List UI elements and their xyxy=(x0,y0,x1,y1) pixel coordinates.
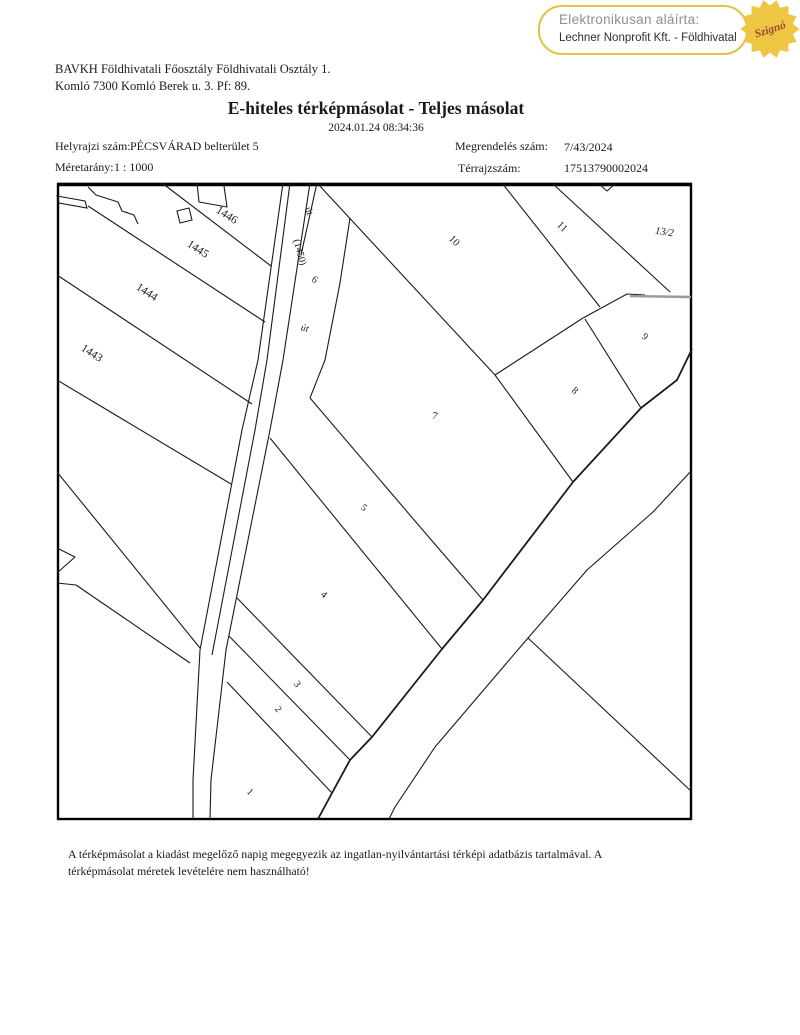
parcel-boundary-line xyxy=(495,375,573,482)
map-sheet-number-label: Térrajzszám: xyxy=(458,161,521,175)
letterhead-office: BAVKH Földhivatali Főosztály Földhivatali Osztály 1. xyxy=(55,62,331,76)
page-title: E-hiteles térképmásolat - Teljes másolat xyxy=(227,98,525,118)
order-number-value: 7/43/2024 xyxy=(564,140,613,154)
parcel-boundary-line xyxy=(310,218,350,398)
parcel-label: (1450) xyxy=(290,238,309,267)
parcel-boundary-line xyxy=(57,380,231,484)
parcel-boundary-line xyxy=(57,472,200,648)
seal-script-text: Szignó xyxy=(753,19,788,41)
parcel-boundary-line xyxy=(88,187,138,224)
parcel-label: 8 xyxy=(569,385,581,397)
letterhead-address: Komló 7300 Komló Berek u. 3. Pf: 89. xyxy=(55,78,251,93)
parcel-label: 11 xyxy=(554,219,570,235)
scale-label: Méretarány: xyxy=(55,160,114,174)
parcel-label: 1446 xyxy=(213,204,240,227)
parcel-label: 1 xyxy=(244,786,256,798)
disclaimer-text: A térképmásolat a kiadást megelőző napig megegyezik az ingatlan-nyilvántartási térképi adatbázis tartalmával. A térképmásolat méretek levételére nem használható! xyxy=(68,847,602,878)
parcel-boundary-line xyxy=(495,318,583,375)
parcel-label: 5 xyxy=(358,502,370,514)
parcel-label: 1443 xyxy=(78,342,105,365)
parcel-number-label: Helyrajzi szám: xyxy=(55,139,131,153)
parcel-boundary-line xyxy=(162,183,271,266)
parcel-boundary-line xyxy=(210,183,310,819)
issue-timestamp: 2024.01.24 08:34:36 xyxy=(328,122,424,134)
parcel-label: út xyxy=(299,322,310,335)
parcel-label: 6 xyxy=(309,274,320,286)
parcel-boundary-line xyxy=(318,184,495,375)
parcel-boundary-line xyxy=(585,319,641,408)
parcel-number-value: PÉCSVÁRAD belterület 5 xyxy=(130,139,259,153)
order-number-label: Megrendelés szám: xyxy=(455,139,548,153)
building-outline xyxy=(177,208,192,223)
parcel-boundary-line xyxy=(197,183,227,207)
parcel-boundary-line xyxy=(227,682,332,793)
parcel-boundary-line xyxy=(270,438,442,649)
map-sheet-number-value: 17513790002024 xyxy=(564,161,648,175)
parcel-boundary-line xyxy=(229,636,350,760)
parcel-label: 2 xyxy=(272,703,284,715)
parcel-boundary-line xyxy=(528,638,692,792)
parcel-label: 10 xyxy=(446,233,462,249)
parcel-label: út xyxy=(301,205,315,217)
parcel-boundary-line xyxy=(193,183,283,819)
parcel-label: 9 xyxy=(639,331,651,343)
parcel-boundary-line xyxy=(57,583,190,663)
map-border xyxy=(58,184,691,819)
parcel-boundary-line xyxy=(389,470,692,819)
parcel-boundary-line xyxy=(318,349,692,819)
signature-badge-signer: Lechner Nonprofit Kft. - Földhivatal xyxy=(559,32,737,44)
parcel-boundary-line xyxy=(552,183,670,292)
parcel-label: 1444 xyxy=(133,281,160,304)
parcel-label: 1445 xyxy=(184,238,211,261)
parcel-boundary-line xyxy=(502,183,600,307)
parcel-label: 4 xyxy=(318,589,330,601)
parcel-boundary-line xyxy=(88,206,265,322)
parcel-boundary-line xyxy=(310,398,483,600)
parcel-label: 7 xyxy=(430,410,439,423)
parcel-label: 13/2 xyxy=(654,225,675,240)
parcel-boundary-line xyxy=(57,548,75,573)
scale-value: 1 : 1000 xyxy=(114,160,154,174)
signature-badge-title: Elektronikusan aláírta: xyxy=(559,12,700,27)
building-outline xyxy=(57,196,87,208)
parcel-boundary-line xyxy=(237,598,372,737)
parcel-boundary-line xyxy=(212,183,290,655)
parcel-label: 3 xyxy=(291,678,303,690)
gray-boundary-line xyxy=(630,296,691,297)
